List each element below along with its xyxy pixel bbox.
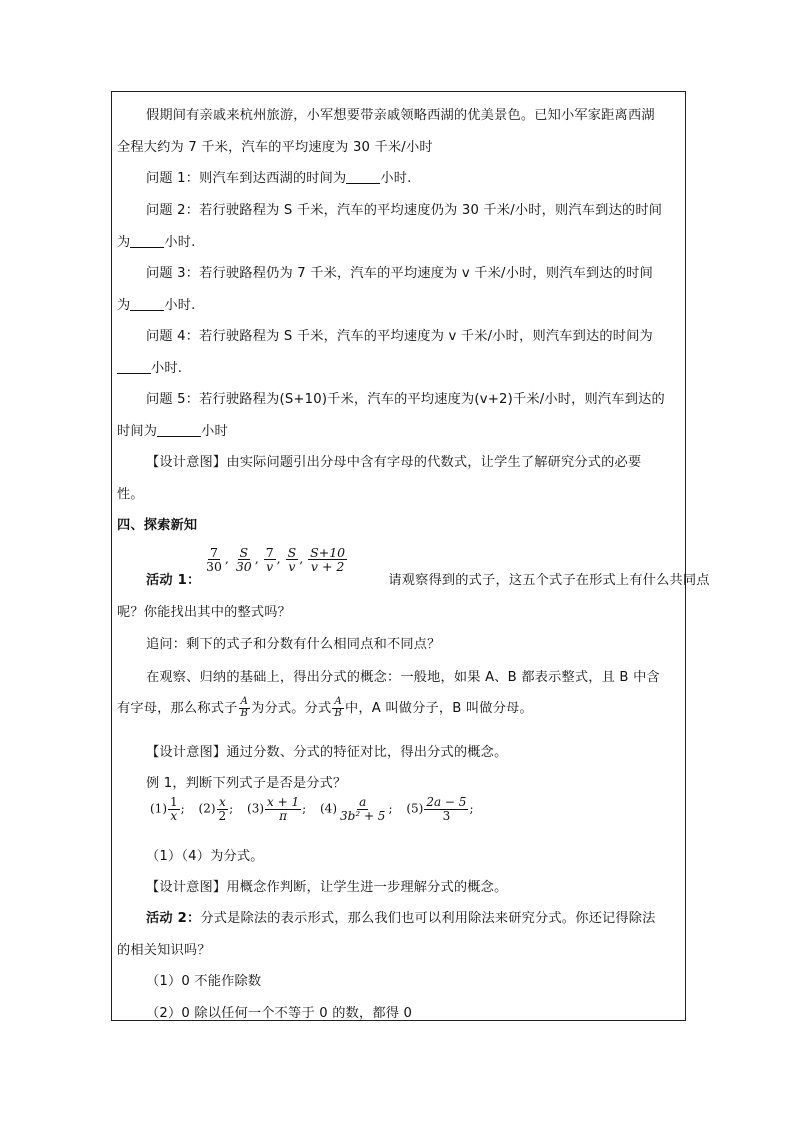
question-2-cont: 为 小时. xyxy=(117,235,196,250)
question-3-cont: 为 小时. xyxy=(117,298,196,313)
fraction-4: $\frac{S}{v}$ xyxy=(287,545,297,575)
intro-line-2: 全程大约为 7 千米，汽车的平均速度为 30 千米/小时 xyxy=(117,140,433,155)
fact-2: （2）0 除以任何一个不等于 0 的数，都得 0 xyxy=(146,1006,413,1021)
example-expression-4: (4) $\frac{a}{\text{3b² + 5}}$ ; xyxy=(320,795,393,823)
fraction-2: $\frac{S}{30}$ xyxy=(235,545,252,575)
example-expression-3: (3) $\frac{x + 1}{\pi}$ ; xyxy=(247,795,307,823)
fraction-1: $\frac{7}{30}$ xyxy=(206,545,222,575)
question-4-cont: 小时. xyxy=(117,357,182,376)
fraction-a-over-b-2: $\frac{A}{B}$ xyxy=(334,696,342,719)
fraction-3: $\frac{7}{v}$ xyxy=(265,545,274,575)
design-intent-3: 【设计意图】用概念作判断，让学生进一步理解分式的概念。 xyxy=(146,880,508,895)
question-5-cont: 时间为 小时 xyxy=(117,424,228,439)
fraction-5: $\frac{S+10}{v + 2}$ xyxy=(310,545,346,575)
section-heading: 四、探索新知 xyxy=(117,518,198,533)
example-expression-2: (2) $\frac{x}{2}$ ; xyxy=(198,795,234,823)
example-expression-5: (5) $\frac{2a - 5}{3}$ ; xyxy=(406,795,474,823)
example-answer: （1）（4）为分式。 xyxy=(146,849,264,864)
design-intent-1-cont: 性。 xyxy=(117,487,144,502)
activity-1: 活动 1： 请观察得到的式子，这五个式子在形式上有什么共同点 xyxy=(146,573,710,588)
question-3: 问题 3：若行驶路程仍为 7 千米，汽车的平均速度为 v 千米/小时，则汽车到达的时间 xyxy=(146,266,653,281)
design-intent-2: 【设计意图】通过分数、分式的特征对比，得出分式的概念。 xyxy=(146,745,508,760)
example-expression-1: (1) $\frac{1}{x}$ ; xyxy=(150,795,185,823)
activity-2: 活动 2：分式是除法的表示形式，那么我们也可以利用除法来研究分式。你还记得除法 xyxy=(146,911,656,926)
follow-up-question: 追问：剩下的式子和分数有什么相同点和不同点？ xyxy=(146,637,441,652)
concept-line-1: 在观察、归纳的基础上，得出分式的概念：一般地，如果 A、B 都表示整式，且 B 中含 xyxy=(146,670,660,685)
question-5: 问题 5：若行驶路程为(S+10)千米，汽车的平均速度为(v+2)千米/小时，则汽车到达的 xyxy=(146,392,665,407)
concept-line-2: 有字母，那么称式子 $\frac{A}{B}$ 为分式。分式 $\frac{A}{B}$ 中，A 叫做分子，B 叫做分母。 xyxy=(117,696,533,719)
example-1-title: 例 1，判断下列式子是否是分式？ xyxy=(146,776,347,791)
fraction-list: $\frac{7}{30}$ , $\frac{S}{30}$ , $\frac{7}{v}$ , $\frac{S}{v}$ , $\frac{S+10}{v + 2}$ xyxy=(206,545,346,575)
question-4: 问题 4：若行驶路程为 S 千米，汽车的平均速度为 v 千米/小时，则汽车到达的时间为 xyxy=(146,329,653,344)
fact-1: （1）0 不能作除数 xyxy=(146,974,262,989)
fraction-a-over-b: $\frac{A}{B}$ xyxy=(240,696,249,719)
intro-line-1: 假期间有亲戚来杭州旅游，小军想要带亲戚领略西湖的优美景色。已知小军家距离西湖 xyxy=(146,108,655,123)
question-1: 问题 1：则汽车到达西湖的时间为 小时. xyxy=(146,171,412,186)
design-intent-1: 【设计意图】由实际问题引出分母中含有字母的代数式，让学生了解研究分式的必要 xyxy=(146,455,642,470)
activity-1-cont: 呢？你能找出其中的整式吗？ xyxy=(117,605,292,620)
activity-2-cont: 的相关知识吗？ xyxy=(117,943,211,958)
question-2: 问题 2：若行驶路程为 S 千米，汽车的平均速度仍为 30 千米/小时，则汽车到达的时间 xyxy=(146,203,663,218)
example-expressions xyxy=(150,796,483,822)
